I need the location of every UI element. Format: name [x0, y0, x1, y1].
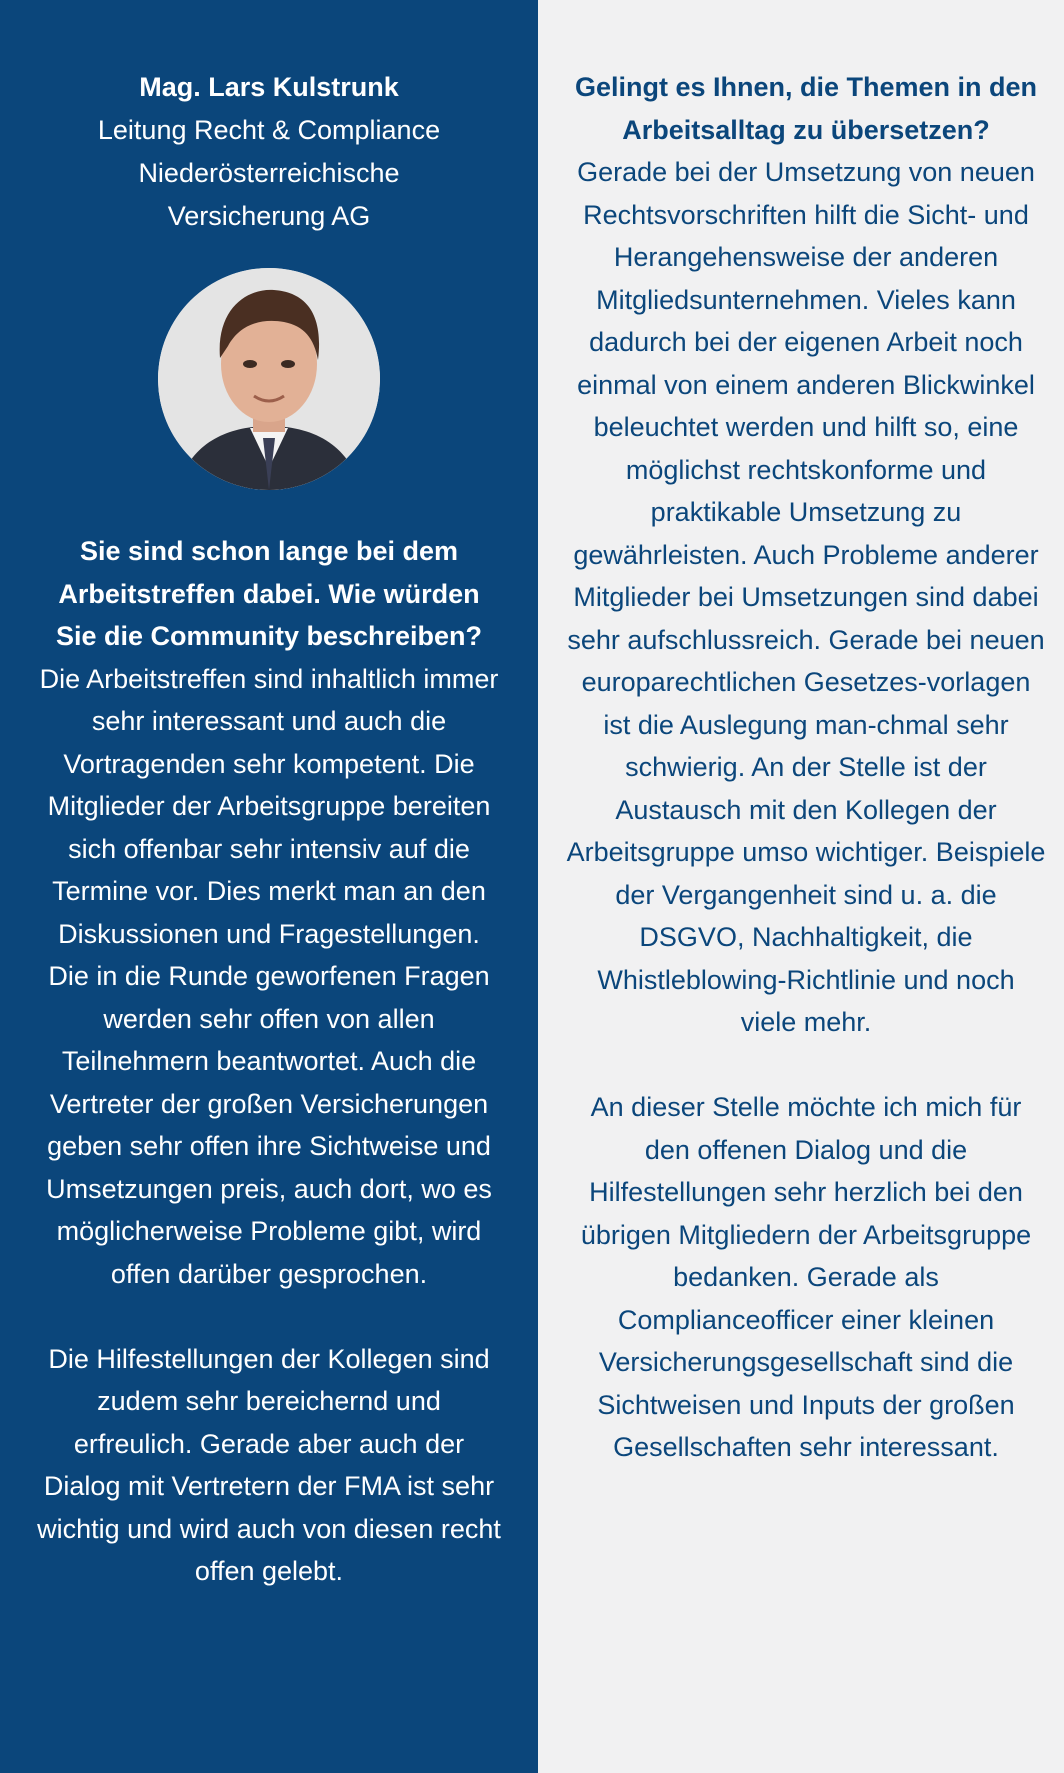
portrait-photo: [158, 268, 380, 490]
person-role-line3: Versicherung AG: [167, 201, 371, 231]
person-role-line2: Niederösterreichische: [138, 158, 400, 188]
paragraph-spacer: [36, 1295, 502, 1338]
portrait-illustration: [158, 268, 380, 490]
left-answer-paragraph-2: Die Hilfestellungen der Kollegen sind zudem sehr bereichernd und erfreulich. Gerade aber auch der Dialog mit Vertretern der FMA ist sehr wichtig und wird auch von diesen recht offen gelebt.: [37, 1343, 501, 1586]
right-answer-paragraph-2: An dieser Stelle möchte ich mich für den offenen Dialog und die Hilfestellungen sehr herzlich bei den übrigen Mitgliedern der Arbeitsgruppe bedanken. Gerade als Complianceofficer einer kleinen Versicherungsgesellschaft sind die Sichtweisen und Inputs der großen Gesellschaften sehr interessant.: [580, 1092, 1032, 1462]
right-question: Gelingt es Ihnen, die Themen in den Arbeitsalltag zu übersetzen?: [574, 72, 1038, 145]
right-answer-paragraph-1: Gerade bei der Umsetzung von neuen Rechtsvorschriften hilft die Sicht- und Herangehensweise der anderen Mitgliedsunternehmen. Vieles kann dadurch bei der eigenen Arbeit noch einmal von einem anderen Blickwinkel beleuchtet werden und hilft so, eine möglichst rechtskonforme und praktikable Umsetzung zu gewährleisten. Auch Probleme anderer Mitglieder bei Umsetzungen sind dabei sehr aufschlussreich. Gerade bei neuen europarechtlichen Gesetzes-vorlagen ist die Auslegung man-chmal sehr schwierig. An der Stelle ist der Austausch mit den Kollegen der Arbeitsgruppe umso wichtiger. Beispiele der Vergangenheit sind u. a. die DSGVO, Nachhaltigkeit, die Whistleblowing-Richtlinie und noch viele mehr.: [566, 157, 1046, 1037]
left-answer-paragraph-1: Die Arbeitstreffen sind inhaltlich immer sehr interessant und auch die Vortragenden sehr kompetent. Die Mitglieder der Arbeitsgruppe bereiten sich offenbar sehr intensiv auf die Termine vor. Dies merkt man an den Diskussionen und Fragestellungen. Die in die Runde geworfenen Fragen werden sehr offen von allen Teilnehmern beantwortet. Auch die Vertreter der großen Versicherungen geben sehr offen ihre Sichtweise und Umsetzungen preis, auch dort, wo es möglicherweise Probleme gibt, wird offen darüber gesprochen.: [39, 663, 499, 1289]
person-role-line1: Leitung Recht & Compliance: [97, 115, 441, 145]
portrait-wrapper: [36, 268, 502, 490]
paragraph-spacer: [566, 1044, 1046, 1087]
left-question: Sie sind schon lange bei dem Arbeitstreffen dabei. Wie würden Sie die Community beschreiben?: [55, 536, 483, 651]
right-panel: [538, 0, 1064, 1773]
person-name: Mag. Lars Kulstrunk: [139, 72, 399, 102]
